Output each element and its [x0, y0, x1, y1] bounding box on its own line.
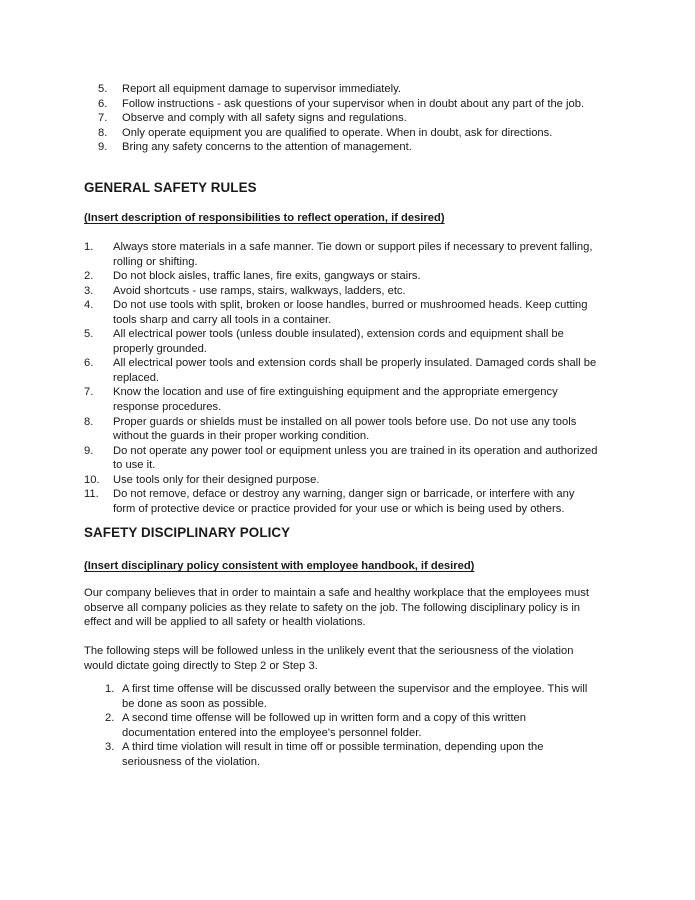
disciplinary-steps-list — [105, 682, 598, 770]
list-item-text: Observe and comply with all safety signs and regulations. — [122, 112, 407, 125]
list-item-text: Do not remove, deface or destroy any warning, danger sign or barricade, or interfere with any form of protective device or practice provided for your use or which is being used by others. — [113, 488, 575, 515]
general-safety-rules-subheading: (Insert description of responsibilities to reflect operation, if desired) — [84, 212, 445, 224]
list-item-number: 3. — [105, 741, 115, 754]
list-item-text: Use tools only for their designed purpose. — [113, 473, 320, 486]
list-item-text: All electrical power tools and extension cords shall be properly insulated. Damaged cords shall be replaced. — [113, 357, 597, 384]
list-item — [105, 682, 598, 711]
list-item-number: 4. — [84, 299, 94, 312]
list-item-number: 7. — [84, 386, 94, 399]
list-item-number: 2. — [84, 270, 94, 283]
list-item — [84, 284, 598, 299]
general-safety-rules-list — [84, 240, 598, 516]
list-item — [98, 111, 598, 126]
list-item — [84, 298, 598, 327]
list-item — [84, 356, 598, 385]
list-item — [98, 82, 598, 97]
list-item — [98, 140, 598, 155]
list-item-text: Report all equipment damage to supervisor immediately. — [122, 83, 401, 95]
list-item — [105, 711, 598, 740]
list-item — [84, 473, 598, 488]
list-item-number: 7. — [98, 112, 108, 125]
disciplinary-policy-paragraph-2: The following steps will be followed unless in the unlikely event that the seriousness of the violation would dictate going directly to Step 2 or Step 3. — [84, 645, 574, 672]
disciplinary-policy-paragraph-1: Our company believes that in order to maintain a safe and healthy workplace that the employees must observe all company policies as they relate to safety on the job. The following disciplinary policy is in effect and will be applied to all safety or health violations. — [84, 587, 589, 629]
list-item-number: 2. — [105, 712, 115, 725]
list-item-number: 8. — [98, 126, 108, 139]
list-item-text: A first time offense will be discussed orally between the supervisor and the employee. This will be done as soon as possible. — [122, 683, 588, 710]
list-item-number: 9. — [98, 141, 108, 154]
list-item-text: Follow instructions - ask questions of your supervisor when in doubt about any part of the job. — [122, 97, 585, 110]
list-item — [84, 327, 598, 356]
list-item-number: 6. — [98, 97, 108, 110]
list-item — [98, 97, 598, 112]
list-item-text: Always store materials in a safe manner. Tie down or support piles if necessary to prevent falling, rolling or shifting. — [113, 241, 593, 268]
list-item-number: 1. — [84, 241, 94, 253]
continued-numbered-list — [98, 82, 598, 155]
list-item-text: Do not block aisles, traffic lanes, fire exits, gangways or stairs. — [113, 270, 421, 283]
list-item-number: 1. — [105, 683, 115, 695]
list-item-number: 5. — [84, 328, 94, 341]
general-safety-rules-heading: GENERAL SAFETY RULES — [84, 180, 257, 195]
list-item — [84, 269, 598, 284]
list-item-text: Avoid shortcuts - use ramps, stairs, walkways, ladders, etc. — [113, 284, 406, 297]
list-item-number: 6. — [84, 357, 94, 370]
list-item — [84, 240, 598, 269]
list-item-text: Do not use tools with split, broken or loose handles, burred or mushroomed heads. Keep cutting tools sharp and carry all tools in a container. — [113, 299, 588, 326]
list-item-text: Know the location and use of fire extinguishing equipment and the appropriate emergency response procedures. — [113, 386, 558, 414]
list-item-number: 5. — [98, 83, 108, 95]
list-item-text: Proper guards or shields must be installed on all power tools before use. Do not use any tools without the guards in their proper working condition. — [113, 415, 577, 443]
list-item-text: Do not operate any power tool or equipment unless you are trained in its operation and authorized to use it. — [113, 444, 598, 472]
safety-disciplinary-policy-subheading: (Insert disciplinary policy consistent with employee handbook, if desired) — [84, 560, 475, 572]
list-item-text: A third time violation will result in time off or possible termination, depending upon the seriousness of the violation. — [122, 741, 544, 768]
list-item — [105, 740, 598, 769]
list-item-number: 8. — [84, 415, 94, 428]
list-item-number: 10. — [84, 473, 100, 486]
list-item-text: A second time offense will be followed up in written form and a copy of this written documentation entered into the employee's personnel folder. — [122, 712, 526, 739]
list-item — [84, 444, 598, 473]
list-item-number: 11. — [84, 488, 99, 501]
list-item — [84, 487, 598, 516]
list-item-text: Only operate equipment you are qualified to operate. When in doubt, ask for directions. — [122, 126, 553, 139]
list-item — [84, 385, 598, 414]
list-item — [98, 126, 598, 141]
list-item-number: 3. — [84, 284, 94, 297]
list-item-number: 9. — [84, 444, 94, 457]
safety-disciplinary-policy-heading: SAFETY DISCIPLINARY POLICY — [84, 525, 291, 540]
list-item-text: All electrical power tools (unless double insulated), extension cords and equipment shall be properly grounded. — [113, 328, 564, 355]
list-item — [84, 415, 598, 444]
list-item-text: Bring any safety concerns to the attention of management. — [122, 141, 412, 154]
